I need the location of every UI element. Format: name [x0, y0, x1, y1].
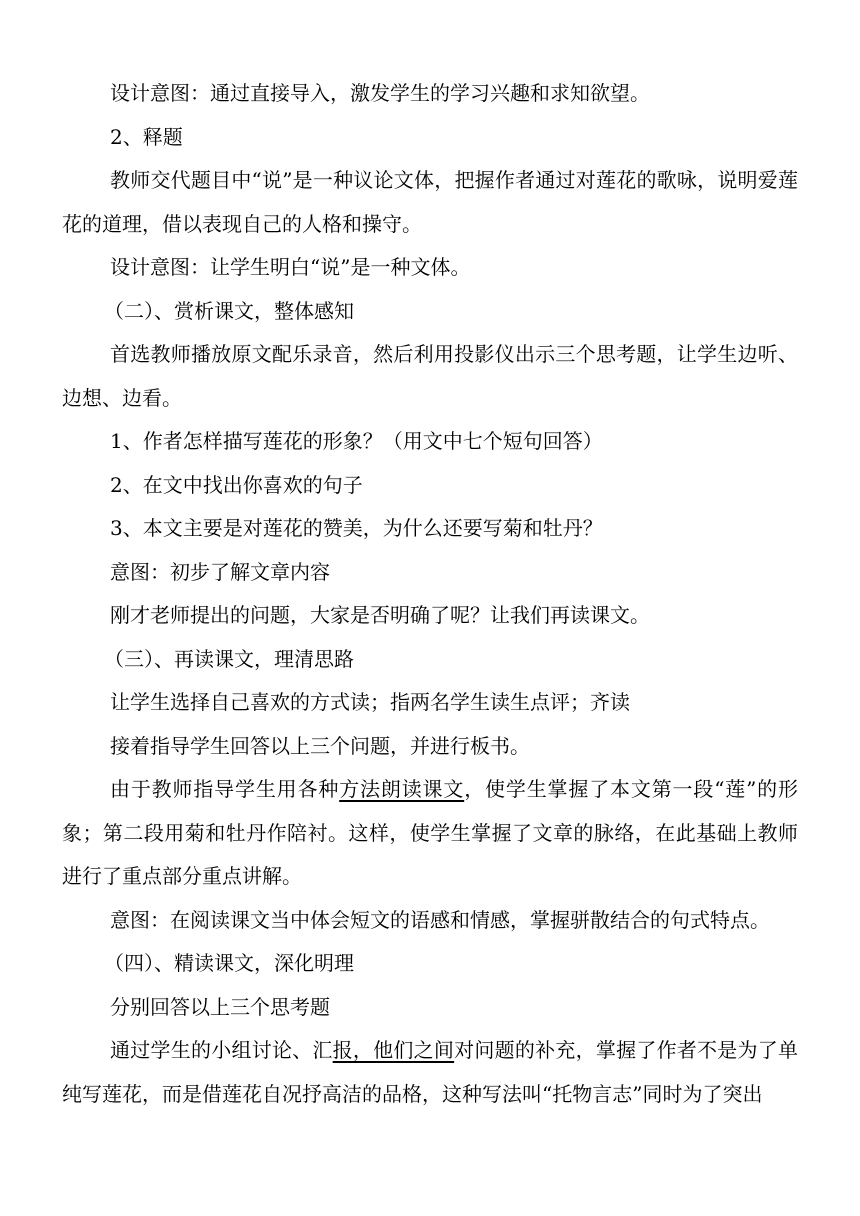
- underlined-text: 报，他们之间: [332, 1038, 455, 1062]
- list-item-question-3: 3、本文主要是对莲花的赞美，为什么还要写菊和牡丹？: [110, 516, 603, 540]
- paragraph-intent-understand: 意图：初步了解文章内容: [110, 559, 330, 584]
- paragraph-group-discussion: [62, 1029, 798, 1116]
- paragraph-teacher-explains: 教师交代题目中“说”是一种议论文体，把握作者通过对莲花的歌咏，说明爱莲花的道理，借以表现自己的人格和操守。: [62, 168, 798, 236]
- text-segment: 由于教师指导学生用各种: [110, 777, 340, 801]
- heading-section-three: （三）、再读课文，理清思路: [104, 646, 354, 671]
- list-item-question-2: 2、在文中找出你喜欢的句子: [110, 472, 363, 497]
- paragraph-design-intent-genre: 设计意图：让学生明白“说”是一种文体。: [110, 255, 471, 279]
- paragraph-design-intent-intro: 设计意图：通过直接导入，激发学生的学习兴趣和求知欲望。: [110, 81, 650, 105]
- heading-section-two: （二）、赏析课文，整体感知: [104, 298, 354, 323]
- paragraph-answer-three: 分别回答以上三个思考题: [110, 994, 330, 1019]
- paragraph-reading-methods: 让学生选择自己喜欢的方式读；指两名学生读生点评；齐读: [110, 690, 630, 714]
- paragraph-reread-prompt: 刚才老师提出的问题，大家是否明确了呢？让我们再读课文。: [110, 603, 650, 627]
- list-item-question-1: 1、作者怎样描写莲花的形象？（用文中七个短句回答）: [110, 429, 603, 453]
- paragraph-answer-questions: 接着指导学生回答以上三个问题，并进行板书。: [110, 733, 530, 758]
- heading-explain-title: 2、释题: [110, 124, 183, 149]
- heading-section-four: （四）、精读课文，深化明理: [104, 951, 354, 975]
- text-segment: 通过学生的小组讨论、汇: [110, 1038, 333, 1062]
- text-segment: ，使学生掌握了本文第一段“莲”的形象；第二段用菊和牡丹作陪衬。这样，使学生掌握了文章的脉络，在此基础上教师进行了重点部分重点讲解。: [62, 777, 799, 888]
- underlined-text: 方法朗读课文: [339, 777, 465, 801]
- paragraph-intent-language: 意图：在阅读课文当中体会短文的语感和情感，掌握骈散结合的句式特点。: [110, 907, 770, 932]
- text-segment: 对问题的补充，掌握了作者不是为了单纯写莲花，而是借莲花自况抒高洁的品格，这种写法叫“托物言志”同时为了突出: [62, 1038, 799, 1106]
- paragraph-reading-guidance: [62, 768, 798, 899]
- paragraph-recording-questions: 首选教师播放原文配乐录音，然后利用投影仪出示三个思考题，让学生边听、边想、边看。: [62, 342, 798, 410]
